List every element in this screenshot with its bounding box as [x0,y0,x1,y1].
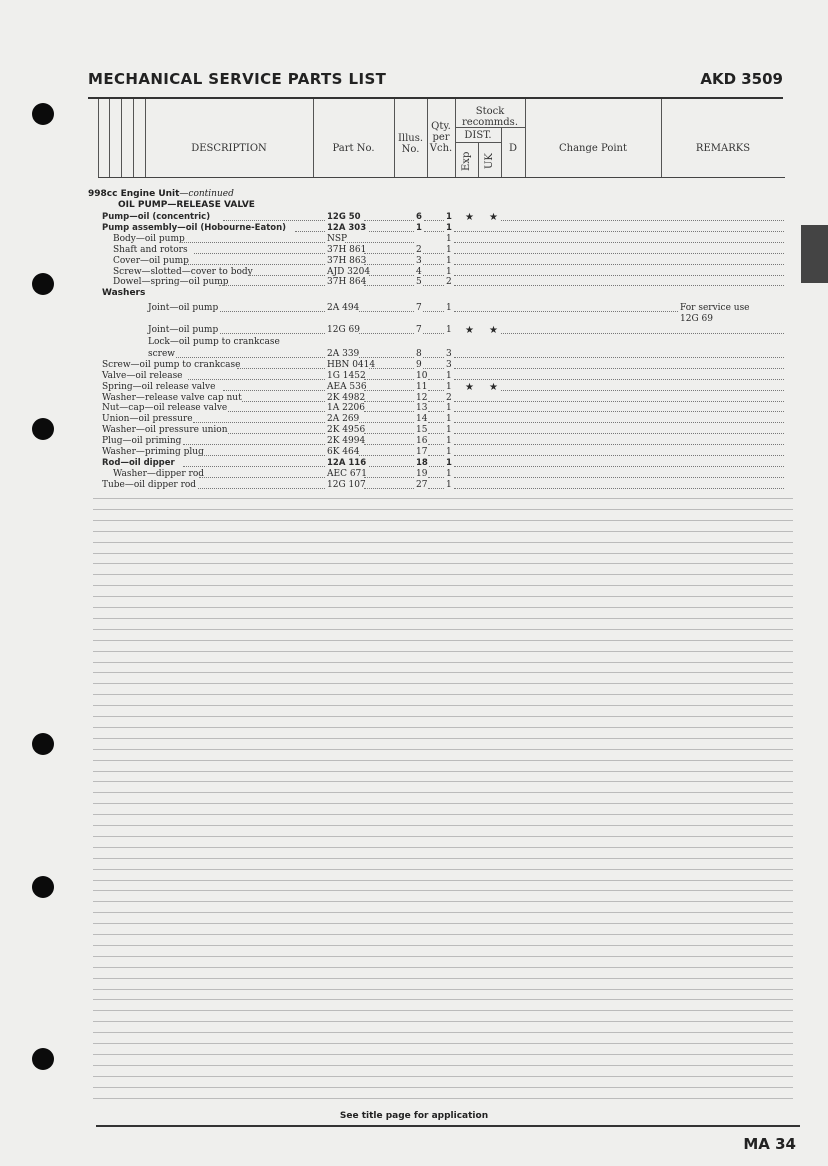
illus-number: 13 [416,403,428,413]
illus-number: 16 [416,436,428,446]
col-remarks: REMARKS [695,143,751,154]
part-number: AEA 536 [327,382,367,392]
table-row [0,436,828,447]
dot-leader [454,447,784,456]
dot-leader [364,256,414,265]
table-row [0,382,828,393]
part-number: 1A 2206 [327,403,365,413]
ruled-line [93,901,793,902]
table-row [0,337,828,348]
table-row [0,425,828,436]
dot-leader [423,360,444,369]
dot-leader [454,256,784,265]
table-row [0,212,828,223]
ruled-line [93,1010,793,1011]
ruled-line [93,727,793,728]
col-change-point: Change Point [559,143,627,154]
page-title: MECHANICAL SERVICE PARTS LIST [88,70,387,88]
binder-hole [32,733,54,755]
page-number: MA 34 [743,1135,796,1153]
dot-leader [176,349,326,358]
part-description: Valve—oil release [102,371,183,381]
quantity: 1 [446,425,452,435]
dot-leader [219,277,325,286]
dot-leader [223,212,325,221]
dot-leader [454,403,784,412]
part-description: Pump—oil (concentric) [102,212,211,222]
dot-leader [424,223,444,232]
illus-number: 9 [416,360,422,370]
dot-leader [345,234,414,243]
dot-leader [369,267,414,276]
col-illus-2: No. [401,144,420,155]
table-row [0,414,828,425]
illus-number: 19 [416,469,428,479]
quantity: 1 [446,267,452,277]
part-description: Nut—cap—oil release valve [102,403,228,413]
part-number: 2A 269 [327,414,360,424]
ruled-line [93,629,793,630]
stock-uk-star: ★ [489,325,498,336]
dot-leader [454,360,784,369]
dot-leader [220,303,325,312]
stock-exp-star: ★ [465,212,474,223]
part-number: 2A 494 [327,303,360,313]
dot-leader [501,382,784,391]
illus-number: 27 [416,480,428,490]
col-qty-1: Qty. [431,121,451,132]
dot-leader [423,325,444,334]
ruled-line [93,618,793,619]
col-exp: Exp [461,151,472,171]
quantity: 3 [446,360,452,370]
illus-number: 1 [416,223,422,233]
part-number: 12A 116 [327,458,367,468]
table-row [0,360,828,371]
dot-leader [428,393,444,402]
ruled-line [93,825,793,826]
part-number: 2K 4982 [327,393,366,403]
table-row [0,277,828,288]
part-description: Tube—oil dipper rod [102,480,197,490]
ruled-line [93,520,793,521]
part-number: AEC 671 [327,469,367,479]
part-description: Joint—oil pump [148,303,219,313]
ruled-line [93,814,793,815]
part-number: 37H 863 [327,256,367,266]
ruled-line [93,1076,793,1077]
dot-leader [423,245,444,254]
ruled-line [93,1098,793,1099]
dot-leader [364,436,414,445]
dot-leader [423,349,444,358]
quantity: 1 [446,234,452,244]
dot-leader [454,277,784,286]
part-number: HBN 0414 [327,360,376,370]
col-stock-2: recommds. [462,117,518,128]
illus-number: 7 [416,303,422,313]
ruled-line [93,607,793,608]
ruled-line [93,803,793,804]
quantity: 1 [446,256,452,266]
ruled-line [93,912,793,913]
part-description: Washer—dipper rod [113,469,205,479]
quantity: 1 [446,382,452,392]
part-description: Lock—oil pump to crankcase [148,337,280,347]
part-number: 37H 864 [327,277,367,287]
quantity: 2 [446,277,452,287]
footer-note: See title page for application [339,1111,489,1121]
stock-uk-star: ★ [489,212,498,223]
quantity: 2 [446,393,452,403]
ruled-line [93,1065,793,1066]
ruled-line [93,563,793,564]
stock-exp-star: ★ [465,382,474,393]
table-row [0,447,828,458]
dot-leader [454,371,784,380]
dot-leader [369,360,414,369]
part-number: 12G 50 [327,212,361,222]
col-qty-3: Vch. [429,143,453,154]
dot-leader [359,447,414,456]
illus-number: 17 [416,447,428,457]
col-uk: UK [484,153,495,169]
dot-leader [454,480,784,489]
ruled-line [93,858,793,859]
ruled-line [93,749,793,750]
dot-leader [501,212,784,221]
dot-leader [454,303,678,312]
dot-leader [423,267,444,276]
dot-leader [423,277,444,286]
table-row [0,303,828,314]
ruled-line [93,836,793,837]
dot-leader [295,223,325,232]
illus-number: 6 [416,212,422,222]
ruled-line [93,923,793,924]
col-d: D [508,143,518,154]
part-number: 12G 107 [327,480,366,490]
ruled-line [93,781,793,782]
ruled-line [93,672,793,673]
illus-number: 10 [416,371,428,381]
part-number: 2K 4994 [327,436,366,446]
col-qty-2: per [432,132,450,143]
dot-leader [185,256,325,265]
ruled-line [93,934,793,935]
column-header [98,99,785,178]
dot-leader [364,480,414,489]
illus-number: 15 [416,425,428,435]
table-row [0,234,828,245]
dot-leader [220,325,325,334]
ruled-line [93,1054,793,1055]
part-number: 2A 339 [327,349,360,359]
ruled-line [93,694,793,695]
footer-rule [96,1125,800,1127]
ruled-line [93,945,793,946]
part-description: Dowel—spring—oil pump [113,277,229,287]
ruled-line [93,989,793,990]
ruled-line [93,716,793,717]
quantity: 1 [446,303,452,313]
dot-leader [369,458,414,467]
dot-leader [180,234,325,243]
ruled-line [93,651,793,652]
part-description: Cover—oil pump [113,256,189,266]
dot-leader [364,212,414,221]
table-row [0,325,828,336]
dot-leader [364,469,414,478]
dot-leader [501,325,784,334]
ruled-line [93,640,793,641]
part-number: 12G 69 [327,325,360,335]
dot-leader [428,436,444,445]
dot-leader [428,469,444,478]
dot-leader [183,458,325,467]
dot-leader [454,425,784,434]
col-dist: DIST. [464,130,492,141]
dot-leader [248,267,325,276]
dot-leader [454,349,784,358]
illus-number: 3 [416,256,422,266]
section-heading [88,189,234,199]
dot-leader [454,223,784,232]
part-description: Washer—priming plug [102,447,204,457]
section-subtitle: OIL PUMP—RELEASE VALVE [118,200,255,210]
quantity: 1 [446,245,452,255]
section-unit: 998cc Engine Unit [88,189,180,199]
ruled-line [93,1043,793,1044]
ruled-line [93,662,793,663]
dot-leader [228,403,326,412]
dot-leader [454,469,784,478]
table-row [0,403,828,414]
dot-leader [242,393,325,402]
remarks-continuation [0,314,828,325]
ruled-line [93,542,793,543]
dot-leader [223,382,325,391]
dot-leader [454,393,784,402]
table-row [0,223,828,234]
ruled-line [93,967,793,968]
ruled-line [93,498,793,499]
dot-leader [428,425,444,434]
part-description: Plug—oil priming [102,436,182,446]
quantity: 1 [446,403,452,413]
part-description: Shaft and rotors [113,245,188,255]
part-number: 37H 861 [327,245,367,255]
dot-leader [199,469,325,478]
dot-leader [454,234,784,243]
part-description: screw [148,349,175,359]
dot-leader [369,223,414,232]
table-row [0,371,828,382]
part-description: Washer—release valve cap nut [102,393,242,403]
quantity: 1 [446,458,452,468]
part-description: Spring—oil release valve [102,382,216,392]
dot-leader [364,277,414,286]
col-stock-1: Stock [475,106,505,117]
ruled-line [93,553,793,554]
quantity: 1 [446,212,452,222]
illus-number: 18 [416,458,428,468]
table-row [0,349,828,360]
col-illus-1: Illus. [397,133,424,144]
illus-number: 12 [416,393,428,403]
illus-number: 11 [416,382,428,392]
table-row [0,256,828,267]
dot-leader [193,414,325,423]
stock-uk-star: ★ [489,382,498,393]
dot-leader [183,436,325,445]
ruled-line [93,705,793,706]
ruled-line [93,760,793,761]
dot-leader [359,303,414,312]
part-description: Screw—slotted—cover to body [113,267,253,277]
dot-leader [194,245,325,254]
illus-number: 7 [416,325,422,335]
part-number: AJD 3204 [327,267,371,277]
ruled-line [93,683,793,684]
quantity: 1 [446,414,452,424]
ruled-line [93,596,793,597]
part-description: Joint—oil pump [148,325,219,335]
col-part-no: Part No. [332,143,375,154]
quantity: 1 [446,371,452,381]
ruled-line [93,999,793,1000]
col-description: DESCRIPTION [191,143,267,154]
dot-leader [237,360,325,369]
dot-leader [428,480,444,489]
dot-leader [428,371,444,380]
ruled-line [93,880,793,881]
ruled-line [93,585,793,586]
part-description: Washer—oil pressure union [102,425,228,435]
quantity: 1 [446,480,452,490]
ruled-line [93,1032,793,1033]
illus-number: 14 [416,414,428,424]
dot-leader [198,480,325,489]
illus-number: 4 [416,267,422,277]
ruled-line [93,978,793,979]
part-description: Union—oil pressure [102,414,193,424]
ruled-line [93,771,793,772]
ruled-line [93,1087,793,1088]
ruled-line [93,509,793,510]
dot-leader [228,425,326,434]
dot-leader [428,414,444,423]
dot-leader [364,371,414,380]
dot-leader [428,447,444,456]
dot-leader [364,393,414,402]
ruled-line [93,1021,793,1022]
illus-number: 5 [416,277,422,287]
ruled-line [93,956,793,957]
washers-heading: Washers [102,288,146,298]
dot-leader [454,436,784,445]
table-row [0,480,828,491]
part-description: Body—oil pump [113,234,185,244]
dot-leader [188,371,325,380]
part-number: 1G 1452 [327,371,366,381]
dot-leader [454,414,784,423]
dot-leader [359,325,414,334]
dot-leader [198,447,325,456]
ruled-line [93,869,793,870]
part-remarks-2: 12G 69 [680,314,713,324]
binder-hole [32,103,54,125]
part-number: 12A 303 [327,223,367,233]
dot-leader [429,458,444,467]
ruled-line [93,890,793,891]
dot-leader [454,458,784,467]
table-row [0,245,828,256]
dot-leader [364,403,414,412]
part-number: 6K 464 [327,447,360,457]
quantity: 1 [446,223,452,233]
binder-hole [32,876,54,898]
part-remarks: For service use [680,303,750,313]
dot-leader [364,382,414,391]
binder-hole [32,1048,54,1070]
dot-leader [428,403,444,412]
part-description: Screw—oil pump to crankcase [102,360,241,370]
quantity: 1 [446,325,452,335]
quantity: 1 [446,469,452,479]
dot-leader [359,349,414,358]
quantity: 1 [446,447,452,457]
part-description: Pump assembly—oil (Hobourne-Eaton) [102,223,287,233]
table-row [0,469,828,480]
quantity: 3 [446,349,452,359]
dot-leader [364,245,414,254]
document-code: AKD 3509 [700,70,783,88]
dot-leader [423,303,444,312]
part-description: Rod—oil dipper [102,458,175,468]
part-number: 2K 4956 [327,425,366,435]
section-continued: —continued [179,189,234,199]
illus-number: 2 [416,245,422,255]
stock-exp-star: ★ [465,325,474,336]
ruled-line [93,574,793,575]
dot-leader [423,256,444,265]
dot-leader [364,425,414,434]
ruled-line [93,531,793,532]
dot-leader [454,267,784,276]
dot-leader [428,382,444,391]
dot-leader [424,212,444,221]
quantity: 1 [446,436,452,446]
dot-leader [454,245,784,254]
ruled-line [93,738,793,739]
dot-leader [359,414,414,423]
ruled-line [93,792,793,793]
part-number: NSP [327,234,348,244]
table-row [0,458,828,469]
illus-number: 8 [416,349,422,359]
ruled-line [93,847,793,848]
